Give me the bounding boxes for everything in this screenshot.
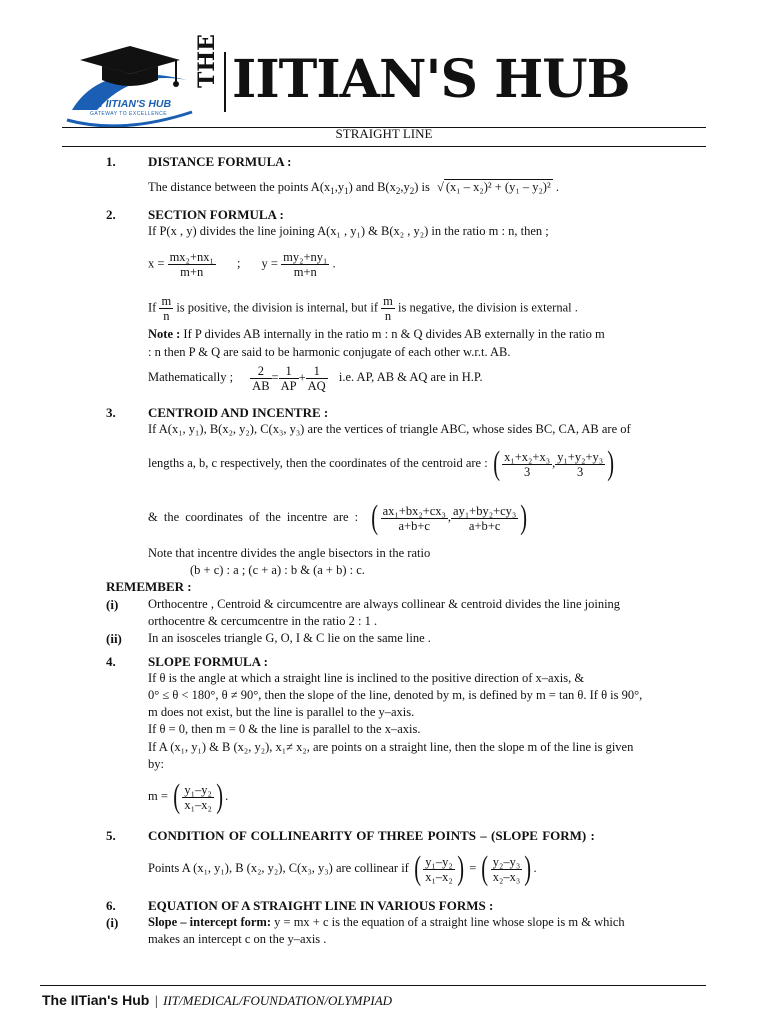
s5-title: CONDITION OF COLLINEARITY OF THREE POINTS – (SLOPE FORM) : xyxy=(148,828,595,843)
s5-bn: y₂–y₃ xyxy=(492,854,521,869)
s2-f2d: AP xyxy=(280,379,297,393)
s2-math xyxy=(148,364,483,393)
s4-l3: m does not exist, but the line is parallel to the y–axis. xyxy=(148,705,415,719)
s5-ad: x₁–x₂ xyxy=(425,869,453,884)
s5-eq: = xyxy=(469,860,477,875)
remember-title: REMEMBER : xyxy=(106,579,192,594)
s4-mn: y₁–y₂ xyxy=(184,782,212,797)
remember-ii: In an isosceles triangle G, O, I & C lie on the same line . xyxy=(148,631,431,645)
header-rule-bottom xyxy=(62,146,706,147)
s2-n1: n xyxy=(163,309,170,323)
s2-plus: + xyxy=(298,370,306,385)
s2-if-a: If xyxy=(148,300,157,315)
footer-brand: The IITian's Hub xyxy=(42,992,150,1008)
s2-note1-text: If P divides AB internally in the ratio m : n & Q divides AB externally in the ratio m xyxy=(183,327,605,341)
s1-text-c: ) and B(x xyxy=(348,180,396,194)
s2-f3d: AQ xyxy=(307,379,326,393)
s2-math-label: Mathematically ; xyxy=(148,370,234,385)
s3-cn2: y₁+y₂+y₃ xyxy=(557,449,604,464)
s2-x-num: mx₂+nx₁ xyxy=(169,250,214,264)
s3-note2: (b + c) : a ; (c + a) : b & (a + b) : c. xyxy=(190,563,365,577)
s2-note-label: Note : xyxy=(148,327,181,341)
s6-title: EQUATION OF A STRAIGHT LINE IN VARIOUS FORMS : xyxy=(148,898,494,913)
s1-text-b: ,y xyxy=(334,180,345,194)
s4-l4: If θ = 0, then m = 0 & the line is parallel to the x–axis. xyxy=(148,722,421,736)
s2-x-den: m+n xyxy=(180,265,204,279)
s4-l6: by: xyxy=(148,757,164,771)
s2-n2: n xyxy=(384,309,392,323)
logo-tagline: GATEWAY TO EXCELLENCE xyxy=(90,111,168,117)
brand-the: THE xyxy=(194,34,220,88)
s2-line1: If P(x , y) divides the line joining A(x₁ , y₁) & B(x₂ , y₂) in the ratio m : n, then ; xyxy=(148,224,549,238)
s3-id1: a+b+c xyxy=(398,518,430,533)
remember-ii-num: (ii) xyxy=(106,631,122,646)
s5-bd: x₂–x₃ xyxy=(492,869,521,884)
s2-title: SECTION FORMULA : xyxy=(148,207,284,222)
s1-text-d: ,y xyxy=(400,180,410,194)
s1-num: 1. xyxy=(106,154,116,169)
brand-divider xyxy=(224,52,226,112)
s4-l1: If θ is the angle at which a straight line is inclined to the positive direction of x–axis, & xyxy=(148,671,585,685)
s3-cn1: x₁+x₂+x₃ xyxy=(504,449,551,464)
s2-f1n: 2 xyxy=(250,364,271,379)
s6-i-label: Slope – intercept form: xyxy=(148,915,272,929)
s3-num: 3. xyxy=(106,405,116,420)
s2-f3n: 1 xyxy=(306,364,328,379)
s1-formula: (x₁ – x₂)² + (y₁ – y₂)² xyxy=(445,180,551,194)
s1-title: DISTANCE FORMULA : xyxy=(148,154,292,169)
s3-in1: ax₁+bx₂+cx₃ xyxy=(382,503,446,518)
s2-if-c: is negative, the division is external . xyxy=(398,300,578,315)
s3-line2: lengths a, b, c respectively, then the coordinates of the centroid are : ( $\frac{\text{x₁+x₂+x₃}}{3}$ , $\frac{\text{y₁+y₂+y₃}}{3}$ ) xyxy=(148,445,615,482)
s2-num: 2. xyxy=(106,207,116,222)
footer-rule xyxy=(40,985,706,986)
s2-m1: m xyxy=(161,294,172,308)
s2-eq: = xyxy=(271,370,279,385)
s4-l2: 0° ≤ θ < 180°, θ ≠ 90°, then the slope of the line, denoted by m, is defined by m = tan θ. If θ is 90°, xyxy=(148,688,643,702)
s2-y-num: my₂+ny₁ xyxy=(283,250,328,264)
s2-y-den: m+n xyxy=(293,265,317,279)
s4-title: SLOPE FORMULA : xyxy=(148,654,268,669)
s1-text-a: The distance between the points A(x xyxy=(148,180,331,194)
footer-sep: | xyxy=(154,994,158,1009)
logo xyxy=(62,40,200,130)
brand-title: IITIAN'S HUB xyxy=(232,49,630,110)
s6-i1-text: y = mx + c is the equation of a straight line whose slope is m & which xyxy=(274,915,625,929)
page-subtitle: STRAIGHT LINE xyxy=(335,126,433,141)
s4-m-eq: m = xyxy=(148,788,168,803)
s2-if-b: is positive, the division is internal, but if xyxy=(176,300,379,315)
s5-text-a: Points A (x₁, y₁), B (x₂, y₂), C(x₃, y₃) are collinear if xyxy=(148,860,409,875)
s2-sep: ; xyxy=(236,256,241,271)
s2-m2: m xyxy=(383,294,393,308)
s5-text: Points A (x₁, y₁), B (x₂, y₂), C(x₃, y₃) are collinear if ( $\frac{\text{y₁–y₂}}{\text{x₁–x₂}}$ ) = ( $\frac{\text{y₂–y₃}}{\text{x₂–x₃}}$ ) . xyxy=(148,850,537,887)
s3-line3: & the coordinates of the incentre are : ( $\frac{\text{ax₁+bx₂+cx₃}}{a+b+c}$ , $\frac{\text{ay₁+by₂+cy₃}}{a+b+c}$ ) xyxy=(148,499,528,536)
remember-i2: orthocentre & cercumcentre in the ratio 2 : 1 . xyxy=(148,614,378,628)
s2-f1d: AB xyxy=(252,379,270,393)
s6-i2: makes an intercept c on the y–axis . xyxy=(148,932,327,946)
s6-i1 xyxy=(148,915,625,930)
s3-title: CENTROID AND INCENTRE : xyxy=(148,405,329,420)
s5-num: 5. xyxy=(106,828,116,843)
s2-x-eq: x = xyxy=(148,256,165,271)
s4-md: x₁–x₂ xyxy=(184,797,212,812)
s5-dot: . xyxy=(533,860,537,875)
s3-cd2: 3 xyxy=(577,464,584,479)
s3-id2: a+b+c xyxy=(468,518,501,533)
s1-text: The distance between the points $A(x_1,y_1)$ and $B(x_2,y_2)$ is √ (x₁ – x₂)² + (y₁ – y₂)² . xyxy=(148,180,559,196)
s4-dot: . xyxy=(225,788,229,803)
s5-an: y₁–y₂ xyxy=(425,854,453,869)
footer xyxy=(42,992,392,1010)
s3-cd1: 3 xyxy=(523,464,531,479)
logo-text: The IITIAN'S HUB xyxy=(84,98,172,110)
s3-line1: If A(x₁, y₁), B(x₂, y₂), C(x₃, y₃) are the vertices of triangle ABC, whose sides BC, CA, AB are of xyxy=(148,422,631,436)
s4-num: 4. xyxy=(106,654,116,669)
remember-i1: Orthocentre , Centroid & circumcentre are always collinear & centroid divides the line joining xyxy=(148,597,621,611)
s4-slope: m = ( $\frac{\text{y₁–y₂}}{\text{x₁–x₂}}$ ) . xyxy=(148,778,229,815)
s2-note2: : n then P & Q are said to be harmonic conjugate of each other w.r.t. AB. xyxy=(148,345,511,359)
remember-i-num: (i) xyxy=(106,597,119,612)
s3-line3-text: & the coordinates of the incentre are : xyxy=(148,509,359,524)
s4-l5: If A (x₁, y₁) & B (x₂, y₂), x₁≠ x₂, are points on a straight line, then the slope m of the line is given xyxy=(148,740,634,754)
footer-tag: IIT/MEDICAL/FOUNDATION/OLYMPIAD xyxy=(163,993,393,1008)
s2-if xyxy=(148,294,578,323)
s6-i-num: (i) xyxy=(106,915,119,930)
s2-note1 xyxy=(148,327,605,342)
s3-in2: ay₁+by₂+cy₃ xyxy=(453,503,517,518)
s1-text-e: ) is xyxy=(414,180,430,194)
s2-f2n: 1 xyxy=(279,364,299,379)
s3-line2-text: lengths a, b, c respectively, then the coordinates of the centroid are : xyxy=(148,455,488,470)
s6-num: 6. xyxy=(106,898,116,913)
s3-note1: Note that incentre divides the angle bisectors in the ratio xyxy=(148,546,431,560)
s2-xy: x = $\frac{\text{mx₂+nx₁}}{m+n}$ ; y = $\frac{\text{my₂+ny₁}}{m+n}$ . xyxy=(148,250,336,279)
s2-y-eq: y = xyxy=(261,256,278,271)
s2-hp: i.e. AP, AB & AQ are in H.P. xyxy=(338,370,483,385)
